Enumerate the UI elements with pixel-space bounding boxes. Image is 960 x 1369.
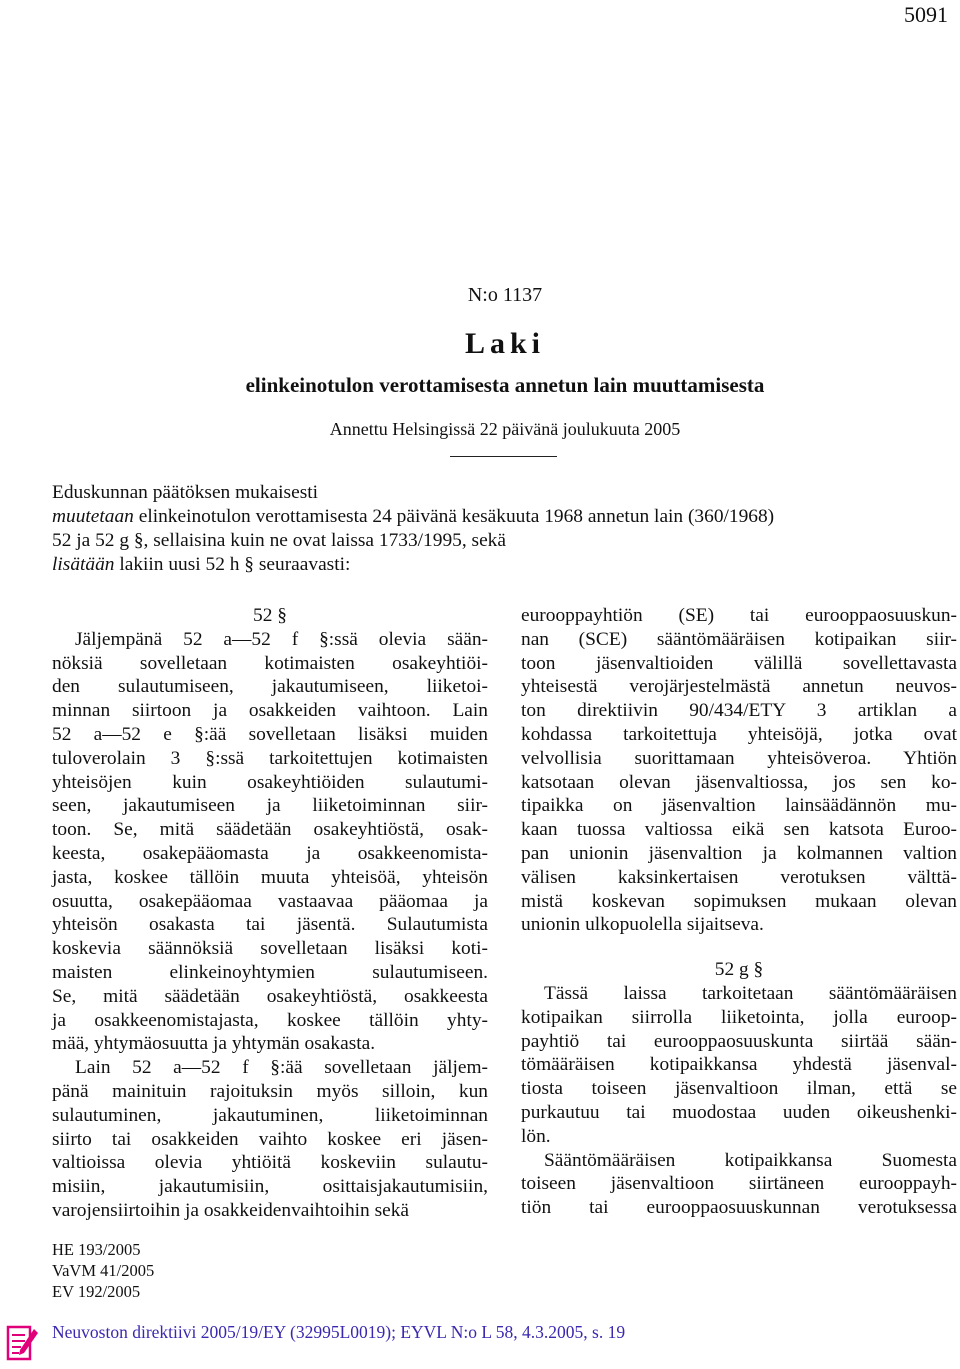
statute-number: N:o 1137 (467, 284, 543, 306)
government-proposal-ref: HE 193/2005 (52, 1240, 141, 1259)
text-line: misiin, jakautumisiin, osittaisjakautumisiin, (52, 1176, 488, 1198)
paragraph (521, 1149, 957, 1220)
right-column (521, 604, 957, 1220)
text-line: Jäljempänä 52 a—52 f §:ssä olevia sään- (75, 628, 488, 650)
text-line: purkautuu tai muodostaa uuden oikeushenki- (521, 1101, 957, 1123)
document-title: elinkeinotulon verottamisesta annetun lain muuttamisesta (245, 373, 765, 397)
text-line: keesta, osakepääomasta ja osakkeenomista- (52, 842, 488, 864)
text-line: Sääntömääräisen kotipaikkansa Suomesta (544, 1149, 957, 1171)
text-line: valtioissa olevia yhtiöitä koskeviin sulautu- (52, 1152, 488, 1174)
text-line: toiseen jäsenvaltioon siirtäneen eurooppayh- (521, 1173, 957, 1195)
text-line: tuloverolain 3 §:ssä tarkoitettujen kotimaisten (52, 747, 488, 769)
preamble-line: 52 ja 52 g §, sellaisina kuin ne ovat laissa 1733/1995, sekä (52, 530, 506, 551)
left-column (52, 604, 488, 1223)
parliament-reply-ref: EV 192/2005 (52, 1282, 141, 1301)
text-line: pan unionin jäsenvaltion ja kolmannen valtion (521, 842, 957, 864)
paragraph (521, 982, 957, 1149)
text-line: nöksiä sovelletaan kotimaisten osakeyhtiöi- (52, 652, 488, 674)
text-line: ja osakkeenomistajasta, koskee tällöin yhty- (52, 1009, 488, 1031)
text-line: seen, jakautumiseen ja liiketoiminnan siir- (52, 795, 488, 817)
text-line: välisen kaksinkertaisen verotuksen välttä- (521, 866, 957, 888)
text-line: minnan siirtoon ja osakkeiden vaihtoon. Lain (52, 700, 488, 722)
text-line: 52 a—52 e §:ää sovelletaan lisäksi muiden (52, 723, 488, 745)
text-line: nan (SCE) sääntömääräisen kotipaikan siir- (521, 628, 957, 650)
preamble-line: Eduskunnan päätöksen mukaisesti (52, 482, 319, 503)
text-line: eurooppayhtiön (SE) tai eurooppaosuuskun- (521, 605, 957, 626)
committee-report-ref: VaVM 41/2005 (52, 1261, 155, 1280)
directive-reference: Neuvoston direktiivi 2005/19/EY (32995L0019); EYVL N:o L 58, 4.3.2005, s. 19 (52, 1322, 626, 1342)
text-line: koskevia säännöksiä sovelletaan lisäksi koti- (52, 938, 488, 960)
text-line: den sulautumiseen, jakautumiseen, liiketoi- (52, 676, 488, 698)
text-line: varojensiirtoihin ja osakkeidenvaihtoihin sekä (52, 1199, 410, 1221)
text-line: kotipaikan siirrolla liiketointa, jolla euroop- (521, 1006, 957, 1028)
text-line: sulautuminen, jakautuminen, liiketoiminnan (52, 1104, 488, 1126)
text-line: Se, mitä säädetään osakeyhtiöstä, osakkeesta (52, 985, 488, 1007)
text-line: kaan tuossa valtiossa eikä sen katsota Euroo- (521, 819, 957, 841)
text-line: toon jäsenvaltioiden välillä sovellettavasta (521, 652, 957, 674)
text-line: lön. (521, 1125, 551, 1147)
text-line: velvollisia suorittamaan yhteisöveroa. Yhtiön (521, 747, 957, 769)
amend-keyword: muutetaan (52, 506, 134, 527)
text-line: Lain 52 a—52 f §:ää sovelletaan jäljem- (75, 1057, 488, 1079)
text-line: tiön tai eurooppaosuuskunnan verotuksessa (521, 1197, 957, 1219)
page-number: 5091 (904, 2, 948, 27)
text-line: payhtiö tai eurooppaosuuskunta siirtää sään- (521, 1030, 957, 1052)
text-line: mistä koskevan sopimuksen mukaan olevan (521, 890, 957, 912)
text-line: yhteisestä verojärjestelmästä annetun neuvos- (521, 676, 957, 698)
text-line: katsotaan olevan jäsenvaltiossa, jos sen ko- (521, 771, 957, 793)
text-line: siirto tai osakkeiden vaihto koskee eri jäsen- (52, 1128, 488, 1150)
legislative-references (52, 1239, 154, 1302)
document-type: Laki (464, 327, 546, 360)
text-line: toon. Se, mitä säädetään osakeyhtiöstä, osak- (52, 819, 488, 841)
text-line: jasta, koskee tällöin muuta yhteisöä, yhteisön (52, 866, 488, 888)
text-line: tömääräisen kotipaikkansa yhdestä jäsenval- (521, 1054, 957, 1076)
preamble-text: elinkeinotulon verottamisesta 24 päivänä kesäkuuta 1968 annetun lain (360/1968) (133, 506, 775, 527)
text-line: yhteisöjen kuin osakeyhtiöiden sulautumi- (52, 771, 488, 793)
section-heading-52: 52 § (253, 605, 287, 626)
text-line: tipaikka on jäsenvaltion lainsäädännön mu- (521, 795, 957, 817)
given-date-line: Annettu Helsingissä 22 päivänä joulukuuta 2005 (329, 419, 681, 439)
text-line: tiosta toiseen jäsenvaltioon ilman, että se (521, 1078, 957, 1100)
preamble (52, 481, 958, 577)
section-heading-52g: 52 g § (714, 959, 764, 981)
paragraph (52, 1056, 488, 1223)
add-keyword: lisätään (52, 554, 115, 575)
text-line: unionin ulkopuolella sijaitseva. (521, 914, 764, 936)
paragraph (52, 628, 488, 1056)
text-line: mää, yhtymäosuutta ja yhtymän osakasta. (52, 1033, 376, 1055)
paragraph (521, 604, 957, 937)
text-line: Tässä laissa tarkoitetaan sääntömääräisen (544, 982, 957, 1004)
text-line: yhteisön osakasta tai jäsentä. Sulautumista (52, 914, 488, 936)
text-line: osuutta, osakepääomaa vastaavaa pääomaa ja (52, 890, 488, 912)
text-line: ton direktiivin 90/434/ETY 3 artiklan a (521, 700, 957, 722)
title-divider (450, 456, 557, 457)
document-pen-icon (6, 1323, 40, 1363)
preamble-line (52, 505, 958, 529)
preamble-line (52, 553, 958, 577)
text-line: maisten elinkeinoyhtymien sulautumiseen. (52, 961, 488, 983)
text-line: pänä mainituin rajoituksin myös silloin, kun (52, 1080, 488, 1102)
text-line: kohdassa tarkoitettuja yhteisöjä, jotka ovat (521, 723, 957, 745)
preamble-text: lakiin uusi 52 h § seuraavasti: (114, 554, 351, 575)
